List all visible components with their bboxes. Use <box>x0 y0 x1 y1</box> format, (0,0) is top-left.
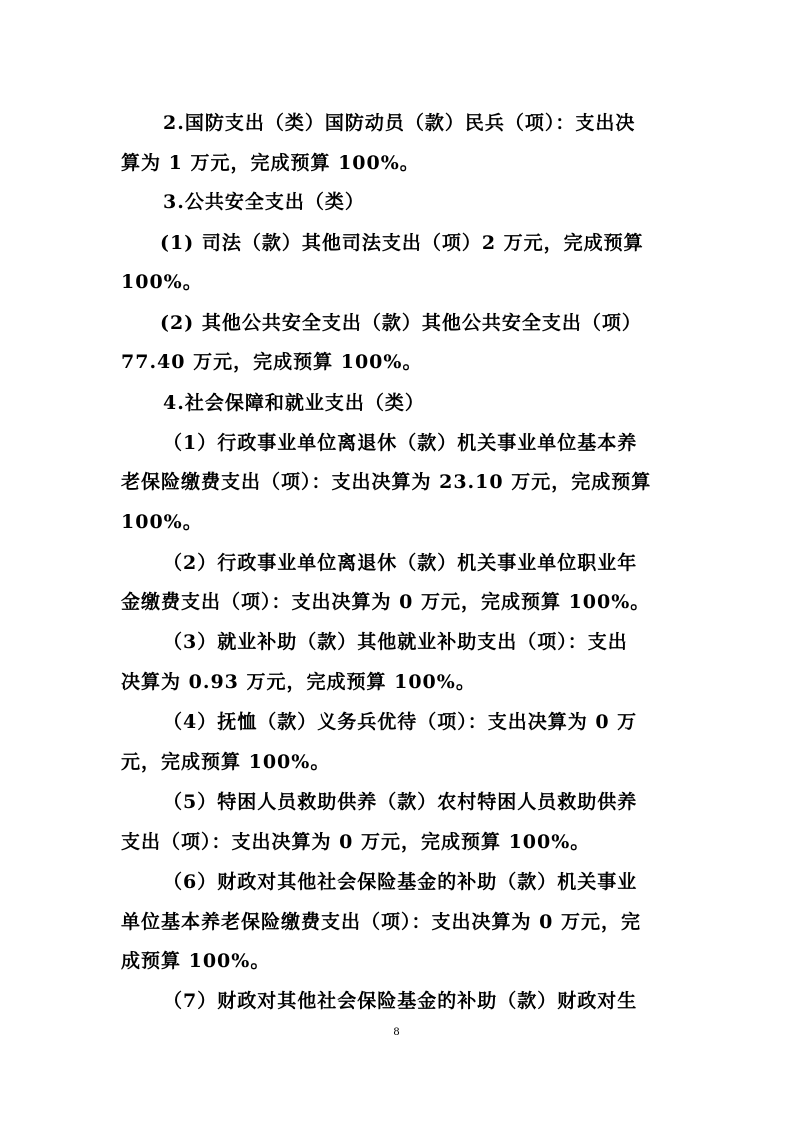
paragraph-line: 2.国防支出（类）国防动员（款）民兵（项）：支出决 <box>163 112 636 134</box>
paragraph-line: 100%。 <box>121 271 203 293</box>
paragraph-line: （4）抚恤（款）义务兵优待（项）：支出决算为 0 万 <box>163 711 638 733</box>
page-number: 8 <box>393 1024 400 1038</box>
paragraph-line: （6）财政对其他社会保险基金的补助（款）机关事业 <box>163 871 638 893</box>
paragraph-line: 77.40 万元，完成预算 100%。 <box>121 351 423 373</box>
paragraph-line: 金缴费支出（项）：支出决算为 0 万元，完成预算 100%。 <box>121 591 651 613</box>
paragraph-line: 成预算 100%。 <box>121 950 271 972</box>
paragraph-line: （2）行政事业单位离退休（款）机关事业单位职业年 <box>163 552 638 574</box>
paragraph-line: 元，完成预算 100%。 <box>121 751 331 773</box>
section-heading: 4.社会保障和就业支出（类） <box>163 392 425 414</box>
paragraph-line: 支出（项）：支出决算为 0 万元，完成预算 100%。 <box>121 831 591 853</box>
paragraph-line: 算为 1 万元，完成预算 100%。 <box>121 152 420 174</box>
paragraph-line: 决算为 0.93 万元，完成预算 100%。 <box>121 671 476 693</box>
paragraph-line: (1) 司法（款）其他司法支出（项）2 万元，完成预算 <box>160 232 644 254</box>
paragraph-line: （5）特困人员救助供养（款）农村特困人员救助供养 <box>163 791 638 813</box>
section-heading: 3.公共安全支出（类） <box>163 191 365 213</box>
paragraph-line: (2) 其他公共安全支出（款）其他公共安全支出（项） <box>160 312 642 334</box>
paragraph-line: 老保险缴费支出（项）：支出决算为 23.10 万元，完成预算 <box>121 471 652 493</box>
paragraph-line: （1）行政事业单位离退休（款）机关事业单位基本养 <box>163 432 638 454</box>
paragraph-line: 100%。 <box>121 511 203 533</box>
paragraph-line: （7）财政对其他社会保险基金的补助（款）财政对生 <box>163 990 638 1012</box>
paragraph-line: 单位基本养老保险缴费支出（项）：支出决算为 0 万元，完 <box>121 911 641 933</box>
paragraph-line: （3）就业补助（款）其他就业补助支出（项）：支出 <box>163 631 628 653</box>
